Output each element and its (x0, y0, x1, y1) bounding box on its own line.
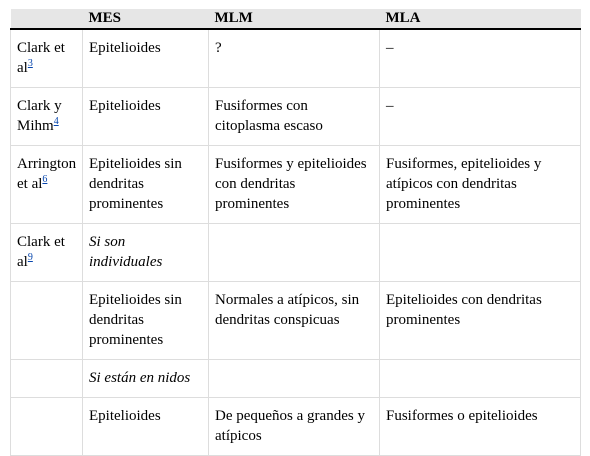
author-cell (11, 398, 83, 456)
table-row (11, 224, 581, 282)
table-header (11, 9, 581, 29)
mes-cell: Epitelioides sin dendritas prominentes (83, 282, 209, 360)
comparison-table (10, 9, 581, 456)
mlm-cell: Fusiformes y epitelioides con dendritas prominentes (209, 146, 380, 224)
author-name: Clark et al (17, 40, 65, 76)
author-cell (11, 282, 83, 360)
citation-link[interactable]: 3 (27, 58, 33, 69)
author-cell (11, 224, 83, 282)
author-cell (11, 360, 83, 398)
author-name: Clark y Mihm (17, 98, 62, 134)
author-name: Arrington et al (17, 156, 77, 192)
table-row (11, 282, 581, 360)
mla-cell: Fusiformes o epitelioides (380, 398, 581, 456)
mlm-cell: De pequeños a grandes y atípicos (209, 398, 380, 456)
author-cell (11, 146, 83, 224)
mla-cell (380, 224, 581, 282)
mes-cell: Epitelioides (83, 29, 209, 88)
mlm-cell: Normales a atípicos, sin dendritas conspicuas (209, 282, 380, 360)
mlm-cell (209, 360, 380, 398)
mes-cell: Epitelioides (83, 88, 209, 146)
header-cell-author (11, 9, 83, 29)
author-cell (11, 29, 83, 88)
citation-link[interactable]: 6 (42, 174, 48, 185)
author-name: Clark et al (17, 234, 65, 270)
author-cell (11, 88, 83, 146)
mes-cell: Epitelioides (83, 398, 209, 456)
mlm-cell (209, 224, 380, 282)
mes-subheading-cell: Si están en nidos (83, 360, 209, 398)
table-row (11, 29, 581, 88)
table-row (11, 398, 581, 456)
citation-link[interactable]: 9 (27, 252, 33, 263)
header-row (11, 9, 581, 29)
mes-subheading-cell: Si son individuales (83, 224, 209, 282)
table-body (11, 29, 581, 456)
header-cell-mlm: MLM (209, 9, 380, 29)
mes-cell: Epitelioides sin dendritas prominentes (83, 146, 209, 224)
mla-cell: Fusiformes, epitelioides y atípicos con dendritas prominentes (380, 146, 581, 224)
header-cell-mla: MLA (380, 9, 581, 29)
table-row (11, 146, 581, 224)
mla-cell: – (380, 29, 581, 88)
header-cell-mes: MES (83, 9, 209, 29)
mlm-cell: ? (209, 29, 380, 88)
mla-cell (380, 360, 581, 398)
mlm-cell: Fusiformes con citoplasma escaso (209, 88, 380, 146)
mla-cell: Epitelioides con dendritas prominentes (380, 282, 581, 360)
mla-cell: – (380, 88, 581, 146)
table-row (11, 360, 581, 398)
citation-link[interactable]: 4 (53, 116, 59, 127)
table-row (11, 88, 581, 146)
